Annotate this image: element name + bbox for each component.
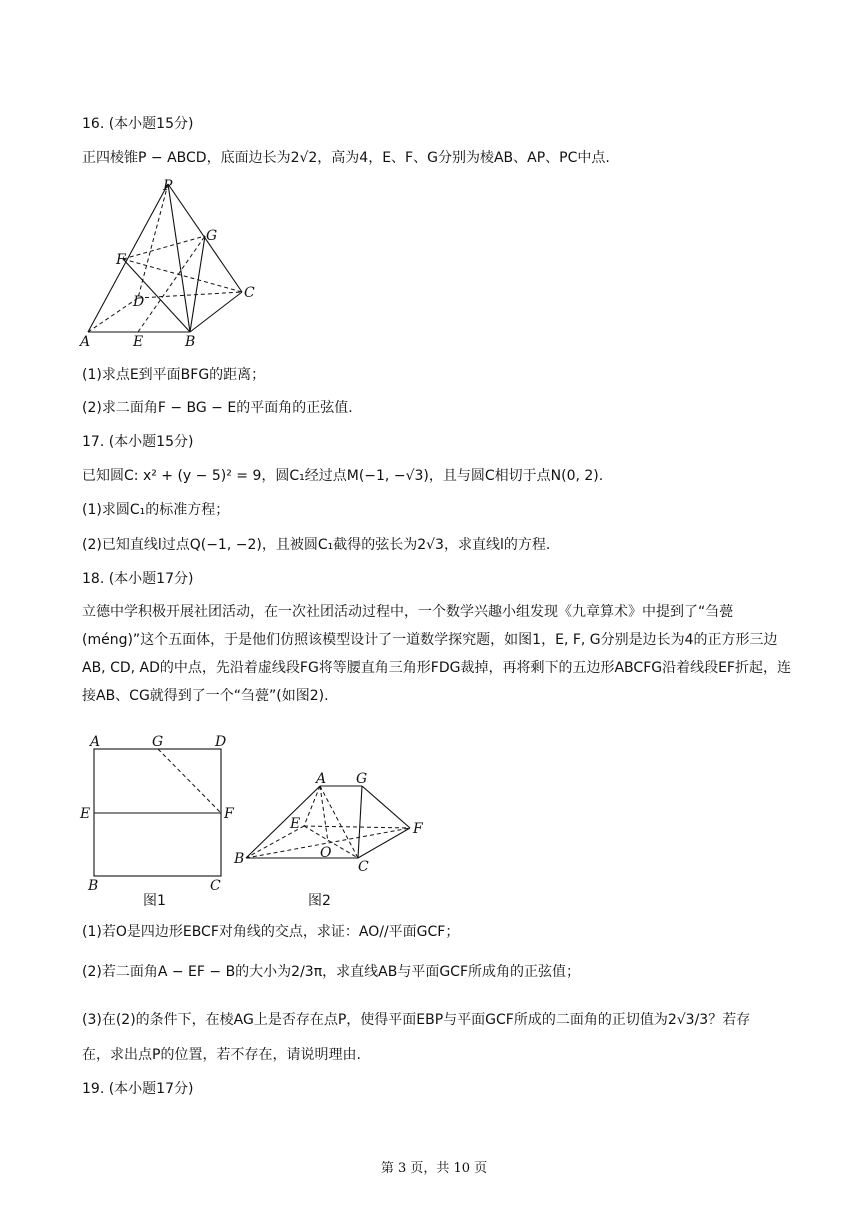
fig2-label-E: E bbox=[290, 816, 301, 832]
label-G: G bbox=[206, 228, 218, 244]
fig2-label-A: A bbox=[316, 771, 327, 787]
fig1-label-D: D bbox=[215, 734, 227, 750]
q18-figure-1 bbox=[78, 732, 248, 897]
fig1-label-F: F bbox=[224, 806, 234, 822]
q18-part3-line1: (3)在(2)的条件下，在棱AG上是否存在点P，使得平面EBP与平面GCF所成的二面角的正切值为2√3/3？若存 bbox=[82, 1012, 751, 1028]
label-B: B bbox=[185, 334, 196, 348]
fig2-label-C: C bbox=[358, 859, 369, 875]
q18-part3-line2: 在，求出点P的位置，若不存在，请说明理由. bbox=[82, 1047, 361, 1063]
fig2-caption: 图2 bbox=[308, 893, 331, 909]
fig2-label-B: B bbox=[234, 851, 245, 867]
fig1-label-G: G bbox=[152, 734, 164, 750]
label-C: C bbox=[244, 285, 255, 301]
q16-stem: 正四棱锥P − ABCD，底面边长为2√2，高为4，E、F、G分别为棱AB、AP、PC中点. bbox=[82, 150, 610, 166]
label-D: D bbox=[133, 294, 145, 310]
label-E: E bbox=[133, 334, 144, 348]
q17-part2: (2)已知直线l过点Q(−1, −2)，且被圆C₁截得的弦长为2√3，求直线l的方程. bbox=[82, 537, 551, 553]
q17-header: 17. (本小题15分) bbox=[82, 434, 194, 450]
q16-pyramid-figure bbox=[78, 176, 268, 348]
q18-figure-2 bbox=[230, 768, 435, 878]
fig1-label-C: C bbox=[210, 878, 221, 894]
q19-header: 19. (本小题17分) bbox=[82, 1081, 194, 1097]
q18-part2: (2)若二面角A − EF − B的大小为2/3π，求直线AB与平面GCF所成角的正弦值； bbox=[82, 964, 580, 980]
fig2-label-F: F bbox=[413, 821, 423, 837]
q18-stem: 立德中学积极开展社团活动，在一次社团活动过程中，一个数学兴趣小组发现《九章算术》中提到了“刍甍(méng)”这个五面体，于是他们仿照该模型设计了一道数学探究题，如图1，E, F, G分别是边长为4的正方形三边AB, CD, AD的中点，先沿着虚线段FG将等腰直角三角形FDG裁掉，再将剩下的五边形ABCFG沿着线段EF折起，连接AB、CG就得到了一个“刍甍”(如图2). bbox=[82, 604, 791, 704]
q18-part1: (1)若O是四边形EBCF对角线的交点，求证：AO//平面GCF； bbox=[82, 924, 460, 940]
fig2-label-G: G bbox=[356, 771, 368, 787]
q17-part1: (1)求圆C₁的标准方程； bbox=[82, 502, 230, 518]
page-footer: 第 3 页，共 10 页 bbox=[380, 1161, 488, 1176]
q16-part1: (1)求点E到平面BFG的距离； bbox=[82, 367, 266, 383]
fig1-label-E: E bbox=[80, 806, 91, 822]
q16-header: 16. (本小题15分) bbox=[82, 116, 194, 132]
label-F: F bbox=[116, 252, 126, 268]
fig2-label-O: O bbox=[320, 845, 332, 861]
q17-stem: 已知圆C: x² + (y − 5)² = 9，圆C₁经过点M(−1, −√3)，且与圆C相切于点N(0, 2). bbox=[82, 468, 604, 484]
fig1-caption: 图1 bbox=[143, 893, 166, 909]
label-P: P bbox=[163, 178, 173, 194]
q16-part2: (2)求二面角F − BG − E的平面角的正弦值. bbox=[82, 400, 353, 416]
label-A: A bbox=[80, 334, 91, 348]
fig1-label-B: B bbox=[88, 878, 99, 894]
q18-header: 18. (本小题17分) bbox=[82, 571, 194, 587]
fig1-label-A: A bbox=[90, 734, 101, 750]
